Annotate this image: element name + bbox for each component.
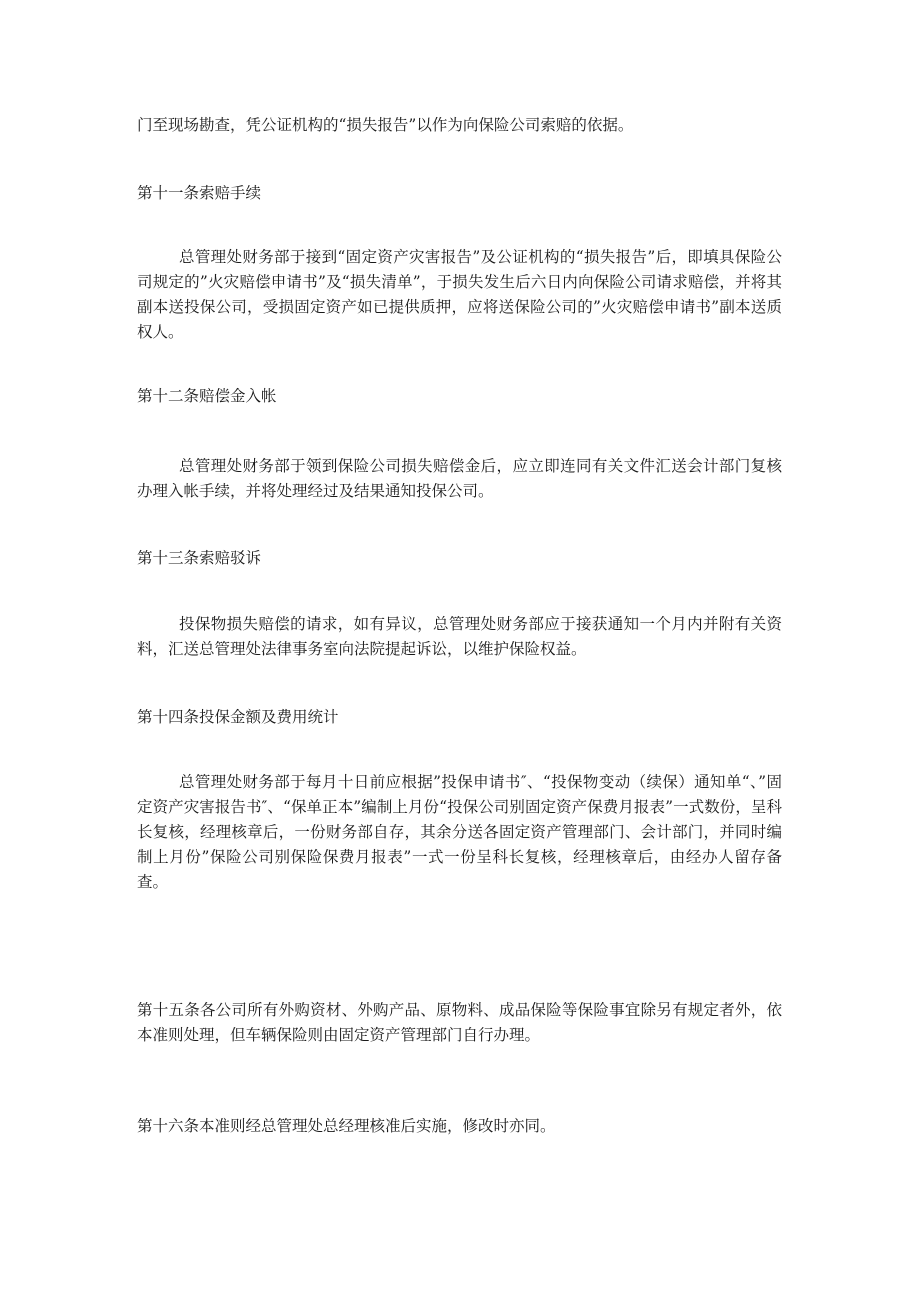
article-11-body: 总管理处财务部于接到“固定资产灾害报告”及公证机构的“损失报告”后，即填具保险公司规定的”火灾赔偿申请书”及“损失清单”，于损失发生后六日内向保险公司请求赔偿，并将其副本送投保公司，受损固定资产如已提供质押，应将送保险公司的”火灾赔偿申请书”副本送质权人。 (137, 248, 782, 341)
article-16: 第十六条本准则经总管理处总经理核准后实施，修改时亦同。 (137, 1117, 556, 1135)
article-13-heading: 第十三条索赔驳诉 (137, 549, 262, 567)
article-12-body: 总管理处财务部于领到保险公司损失赔偿金后，应立即连同有关文件汇送会计部门复核办理入帐手续，并将处理经过及结果通知投保公司。 (137, 457, 782, 500)
article-14-body: 总管理处财务部于每月十日前应根据”投保申请书″、“投保物变动（续保）通知单“、”固定资产灾害报告书″、“保单正本”编制上月份“投保公司别固定资产保费月报表”一式数份，呈科长复核，经理核章后，一份财务部自存，其余分送各固定资产管理部门、会计部门，并同时编制上月份”保险公司别保险保费月报表”一式一份呈科长复核，经理核章后，由经办人留存备查。 (137, 773, 782, 891)
article-13-body: 投保物损失赔偿的请求，如有异议，总管理处财务部应于接获通知一个月内并附有关资料，汇送总管理处法律事务室向法院提起诉讼，以维护保险权益。 (137, 615, 782, 658)
paragraph-continuation: 门至现场勘查，凭公证机构的“损失报告”以作为向保险公司索赔的依据。 (137, 116, 634, 134)
article-15: 第十五条各公司所有外购资材、外购产品、原物料、成品保险等保险事宜除另有规定者外，依本准则处理，但车辆保险则由固定资产管理部门自行办理。 (137, 1001, 782, 1044)
article-11-heading: 第十一条索赔手续 (137, 184, 262, 202)
article-12-heading: 第十二条赔偿金入帐 (137, 387, 277, 405)
article-14-heading: 第十四条投保金额及费用统计 (137, 708, 339, 726)
